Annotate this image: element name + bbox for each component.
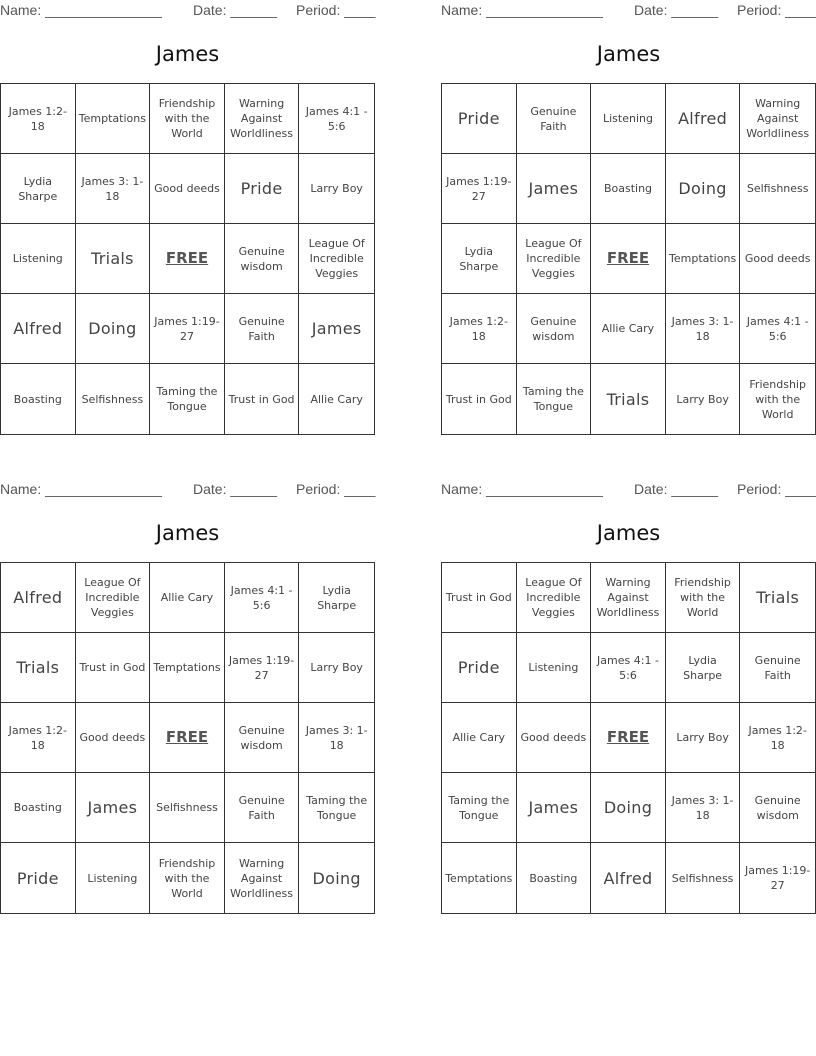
bingo-cell: Good deeds [150, 154, 225, 224]
bingo-cell: Boasting [591, 154, 666, 224]
bingo-cell: Friendship with the World [749, 377, 806, 421]
bingo-cell: Doing [666, 154, 741, 224]
bingo-cell: Larry Boy [666, 703, 741, 773]
bingo-cell: Good deeds [517, 703, 592, 773]
date-label: Date: ______ [634, 2, 719, 18]
bingo-cell: Friendship with the World [150, 843, 225, 913]
bingo-cell: Alfred [1, 294, 76, 364]
bingo-cell: James 1:2-18 [442, 294, 517, 364]
bingo-cell: Temptations [666, 224, 741, 294]
bingo-cell: Boasting [517, 843, 592, 913]
bingo-cell: Listening [1, 224, 76, 294]
card-title: James [155, 521, 220, 545]
bingo-cell: Boasting [1, 364, 76, 434]
bingo-cell: James [299, 294, 374, 364]
bingo-cell: James [76, 773, 151, 843]
bingo-cell: Genuine Faith [225, 773, 300, 843]
bingo-cell: Temptations [76, 84, 151, 154]
bingo-cell: Trust in God [225, 364, 300, 434]
bingo-cell: Selfishness [150, 773, 225, 843]
bingo-cell: Genuine Faith [740, 633, 815, 703]
student-info-line [441, 481, 816, 499]
bingo-cell: Boasting [1, 773, 76, 843]
bingo-grid [441, 83, 816, 435]
student-info-line [0, 2, 380, 20]
bingo-cell: Larry Boy [666, 364, 741, 434]
free-space-cell: FREE [150, 703, 225, 773]
bingo-cell: James 4:1 - 5:6 [740, 294, 815, 364]
bingo-cell: Warning Against Worldliness [225, 843, 300, 913]
date-label: Date: ______ [634, 481, 719, 497]
period-label: Period: ____ [737, 481, 816, 497]
bingo-grid [441, 562, 816, 914]
date-label: Date: ______ [193, 481, 278, 497]
bingo-cell: Friendship with the World [666, 563, 741, 633]
bingo-cell: Trust in God [76, 633, 151, 703]
bingo-cell: James 4:1 - 5:6 [591, 633, 666, 703]
bingo-cell: Doing [76, 294, 151, 364]
bingo-grid [0, 83, 375, 435]
card-title: James [596, 521, 661, 545]
bingo-cell: Temptations [442, 843, 517, 913]
bingo-cell: Allie Cary [310, 392, 363, 406]
name-label: Name: _______________ [441, 2, 603, 18]
name-label: Name: _______________ [0, 2, 162, 18]
period-label: Period: ____ [296, 2, 376, 18]
bingo-cell: Taming the Tongue [442, 773, 517, 843]
period-label: Period: ____ [296, 481, 376, 497]
bingo-cell: Doing [312, 868, 361, 888]
bingo-cell: Taming the Tongue [150, 364, 225, 434]
bingo-cell: Pride [1, 843, 76, 913]
bingo-cell: Trust in God [442, 364, 517, 434]
bingo-cell: Genuine wisdom [740, 773, 815, 843]
bingo-cell: James 1:19-27 [442, 154, 517, 224]
bingo-cell: Pride [442, 633, 517, 703]
bingo-cell: Alfred [666, 84, 741, 154]
bingo-cell: Trials [1, 633, 76, 703]
bingo-cell: Trials [591, 364, 666, 434]
bingo-cell: Allie Cary [591, 294, 666, 364]
bingo-cell: James 3: 1-18 [666, 773, 741, 843]
bingo-cell: James 3: 1-18 [76, 154, 151, 224]
bingo-cell: Allie Cary [150, 563, 225, 633]
bingo-cell: Genuine Faith [225, 294, 300, 364]
student-info-line [0, 481, 380, 499]
bingo-cell: Good deeds [76, 703, 151, 773]
bingo-cell: James 1:2-18 [740, 703, 815, 773]
bingo-cell: Alfred [591, 843, 666, 913]
bingo-cell: League Of Incredible Veggies [517, 563, 592, 633]
bingo-cell: Genuine wisdom [225, 224, 300, 294]
bingo-cell: James 3: 1-18 [299, 703, 374, 773]
bingo-cell: Lydia Sharpe [666, 633, 741, 703]
bingo-cell: Larry Boy [299, 154, 374, 224]
bingo-cell: Allie Cary [442, 703, 517, 773]
bingo-cell: Temptations [150, 633, 225, 703]
bingo-cell: Good deeds [740, 224, 815, 294]
bingo-cell: Warning Against Worldliness [225, 84, 300, 154]
bingo-cell: James 3: 1-18 [666, 294, 741, 364]
bingo-cell: James 1:2-18 [1, 84, 76, 154]
free-space-cell: FREE [150, 224, 225, 294]
bingo-cell: James [517, 154, 592, 224]
bingo-cell: Warning Against Worldliness [591, 563, 666, 633]
bingo-cell: James 4:1 - 5:6 [299, 84, 374, 154]
bingo-cell: Lydia Sharpe [442, 224, 517, 294]
bingo-cell: Listening [76, 843, 151, 913]
bingo-cell: Trials [740, 563, 815, 633]
name-label: Name: _______________ [0, 481, 162, 497]
card-title: James [155, 42, 220, 66]
student-info-line [441, 2, 816, 20]
bingo-cell: James 1:2-18 [1, 703, 76, 773]
bingo-cell: James 1:19-27 [150, 294, 225, 364]
card-title: James [596, 42, 661, 66]
bingo-cell: Alfred [1, 563, 76, 633]
bingo-cell: Taming the Tongue [299, 773, 374, 843]
bingo-cell: James 1:19-27 [225, 633, 300, 703]
bingo-grid [0, 562, 375, 914]
bingo-cell: Lydia Sharpe [299, 563, 374, 633]
name-label: Name: _______________ [441, 481, 603, 497]
bingo-cell: James [517, 773, 592, 843]
bingo-cell: Doing [591, 773, 666, 843]
bingo-cell: Listening [591, 84, 666, 154]
bingo-cell: League Of Incredible Veggies [299, 224, 374, 294]
bingo-cell: Pride [225, 154, 300, 224]
bingo-cell: Genuine Faith [517, 84, 592, 154]
bingo-cell: Larry Boy [299, 633, 374, 703]
bingo-cell: Selfishness [76, 364, 151, 434]
bingo-cell: Trust in God [442, 563, 517, 633]
period-label: Period: ____ [737, 2, 816, 18]
bingo-cell: James 4:1 - 5:6 [225, 563, 300, 633]
bingo-cell: Listening [517, 633, 592, 703]
bingo-cell: Genuine wisdom [517, 294, 592, 364]
bingo-cell: Taming the Tongue [517, 364, 592, 434]
bingo-cell: League Of Incredible Veggies [517, 224, 592, 294]
bingo-cell: James 1:19-27 [745, 864, 811, 892]
bingo-cell: Friendship with the World [150, 84, 225, 154]
bingo-cell: Warning Against Worldliness [740, 84, 815, 154]
free-space-cell: FREE [591, 224, 666, 294]
bingo-cell: Selfishness [740, 154, 815, 224]
bingo-cell: Trials [76, 224, 151, 294]
bingo-cell: Genuine wisdom [225, 703, 300, 773]
bingo-cell: Lydia Sharpe [1, 154, 76, 224]
date-label: Date: ______ [193, 2, 278, 18]
bingo-cell: League Of Incredible Veggies [76, 563, 151, 633]
bingo-cell: Selfishness [666, 843, 741, 913]
free-space-cell: FREE [591, 703, 666, 773]
bingo-cell: Pride [442, 84, 517, 154]
